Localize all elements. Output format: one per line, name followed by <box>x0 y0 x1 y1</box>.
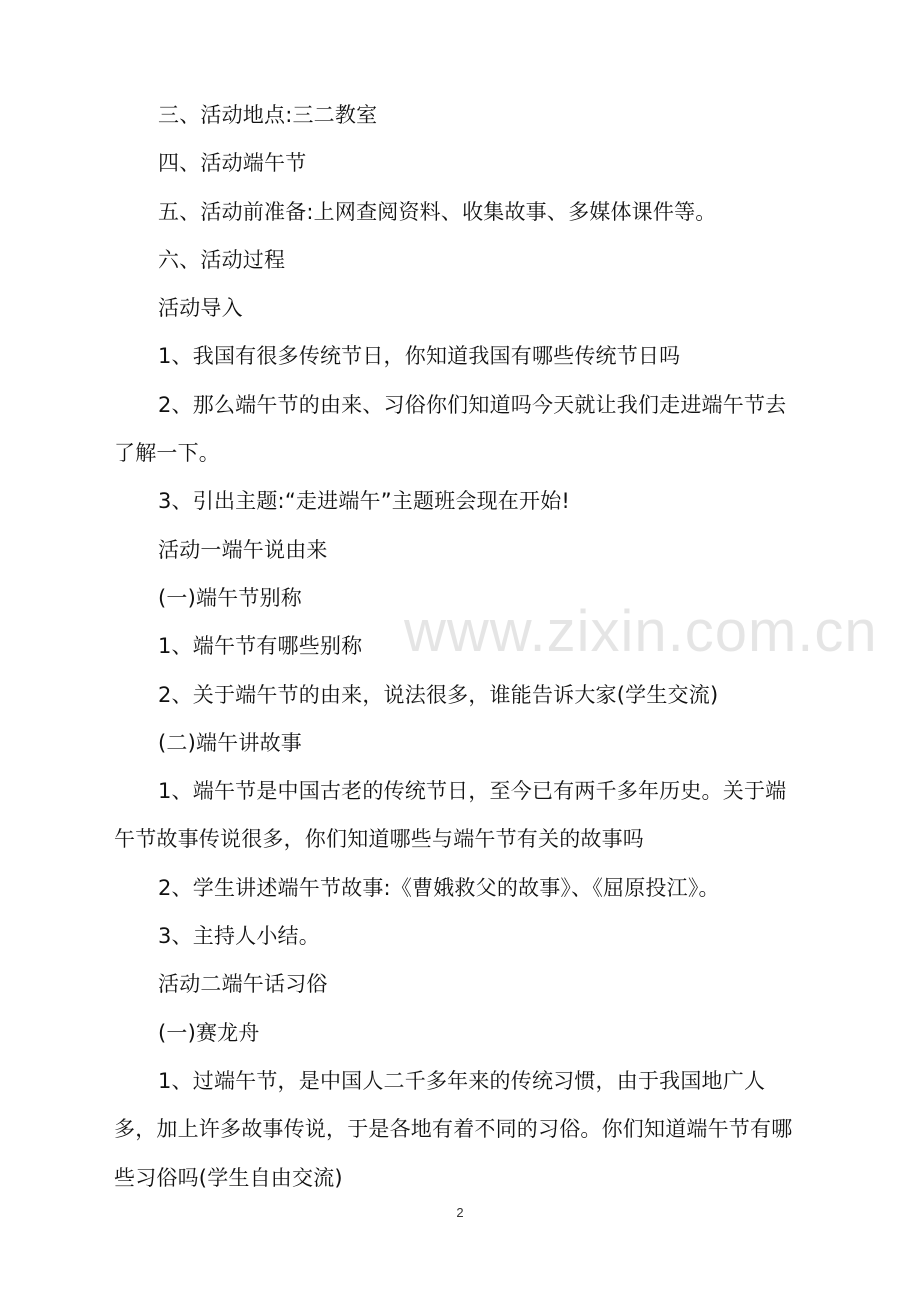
paragraph-activity-theme: 四、活动端午节 <box>158 151 307 176</box>
paragraph-subheading-aliases: (一)端午节别称 <box>158 585 302 610</box>
paragraph-intro-heading: 活动导入 <box>158 296 243 321</box>
paragraph-subheading-dragon-boat: (一)赛龙舟 <box>158 1020 260 1045</box>
watermark-text: www.zixin.com.cn <box>404 599 878 664</box>
paragraph-stories-1: 1、端午节是中国古老的传统节日，至今已有两千多年历史。关于端午节故事传说很多，你们知道哪些与端午节有关的故事吗 <box>114 779 787 852</box>
paragraph-subheading-stories: (二)端午讲故事 <box>158 730 302 755</box>
paragraph-activity-one-heading: 活动一端午说由来 <box>158 537 328 562</box>
paragraph-aliases-1: 1、端午节有哪些别称 <box>158 634 363 659</box>
paragraph-preparation: 五、活动前准备:上网查阅资料、收集故事、多媒体课件等。 <box>158 199 717 224</box>
paragraph-aliases-2: 2、关于端午节的由来，说法很多，谁能告诉大家(学生交流) <box>158 682 719 707</box>
paragraph-stories-3: 3、主持人小结。 <box>158 924 320 949</box>
paragraph-intro-1: 1、我国有很多传统节日，你知道我国有哪些传统节日吗 <box>158 344 681 369</box>
paragraph-activity-location: 三、活动地点:三二教室 <box>158 103 378 127</box>
paragraph-intro-3: 3、引出主题:“走进端午”主题班会现在开始! <box>158 489 571 514</box>
paragraph-process-heading: 六、活动过程 <box>158 247 286 272</box>
paragraph-stories-2: 2、学生讲述端午节故事:《曹娥救父的故事》、《屈原投江》。 <box>158 875 720 900</box>
paragraph-activity-two-heading: 活动二端午话习俗 <box>158 972 328 997</box>
paragraph-intro-2: 2、那么端午节的由来、习俗你们知道吗今天就让我们走进端午节去了解一下。 <box>114 392 787 466</box>
page-number: 2 <box>456 1205 464 1220</box>
paragraph-dragon-boat-1: 1、过端午节，是中国人二千多年来的传统习惯，由于我国地广人多，加上许多故事传说，于是各地有着不同的习俗。你们知道端午节有哪些习俗吗(学生自由交流) <box>114 1068 793 1190</box>
